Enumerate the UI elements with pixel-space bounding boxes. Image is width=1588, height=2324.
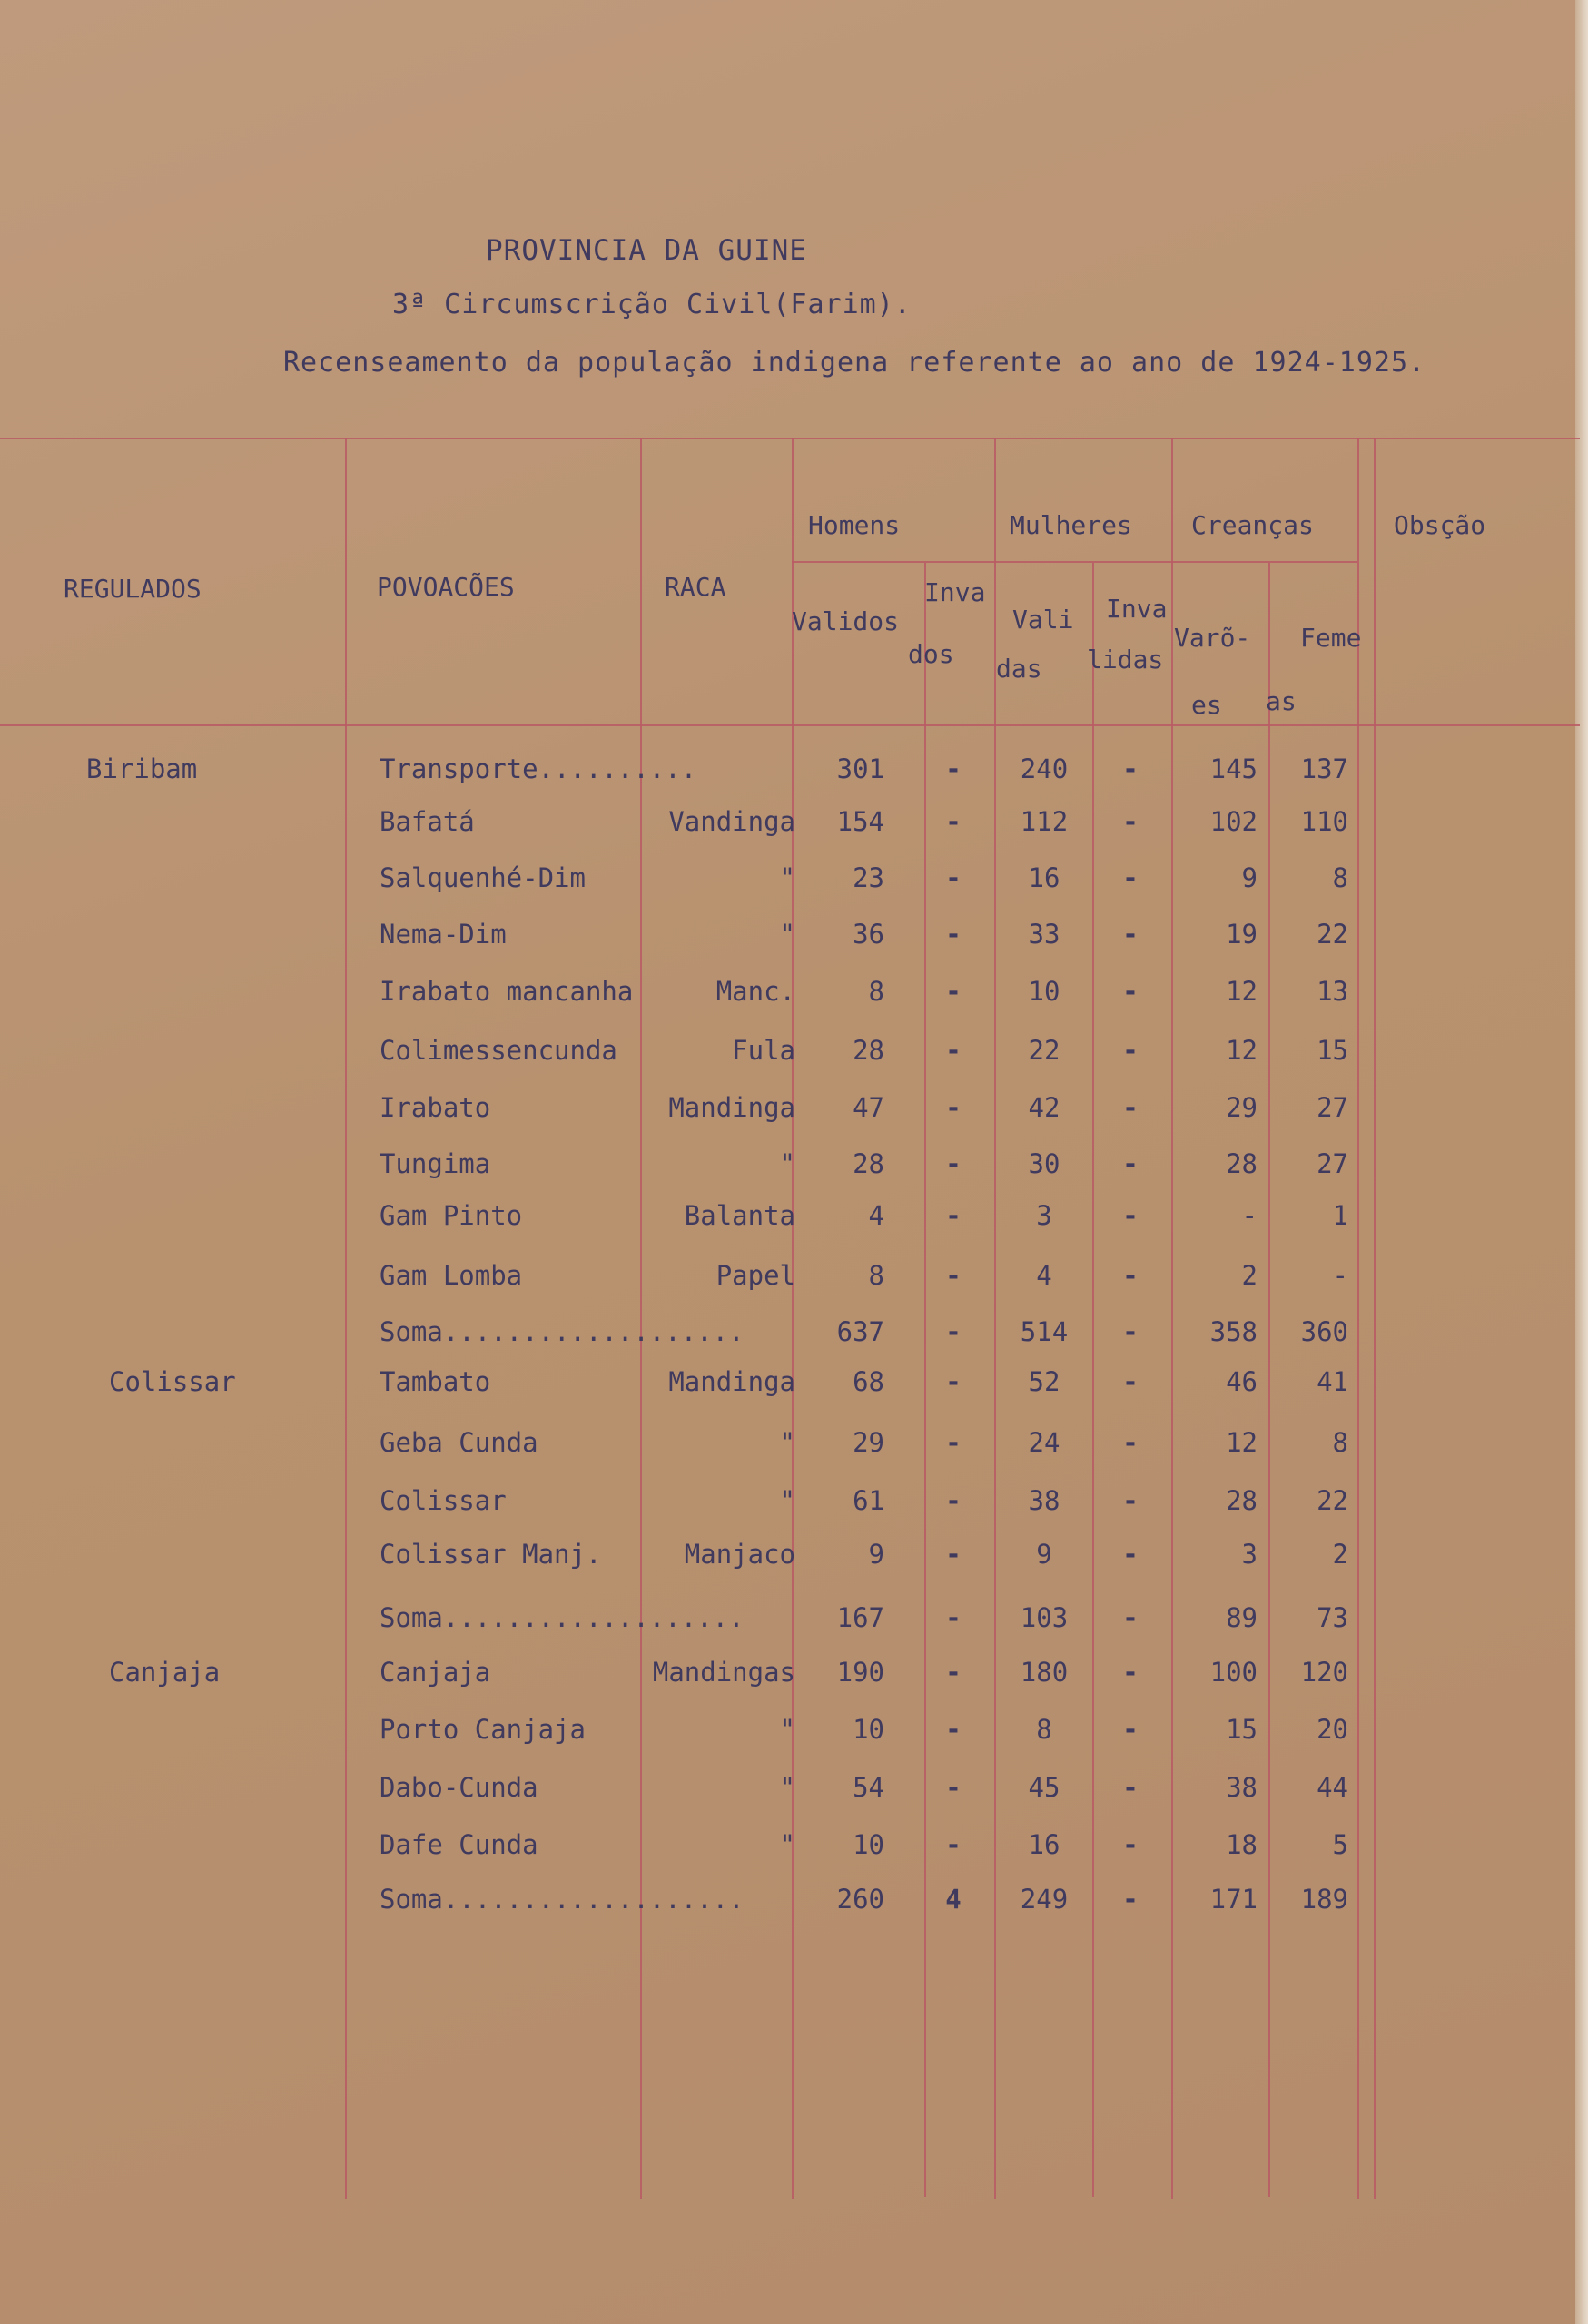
creancas-femeas-cell: 8 [1332,862,1348,893]
header-obs: Obsção [1394,510,1486,540]
mulheres-invalidas-cell: - [1122,1366,1139,1397]
homens-validos-cell: 8 [868,976,884,1007]
header-mulheres-invalidas-a: Inva [1106,594,1168,624]
homens-validos-cell: 61 [853,1485,884,1516]
header-mulheres-validas-b: das [996,654,1042,684]
mulheres-invalidas-cell: - [1122,1427,1139,1458]
creancas-varoes-cell: 29 [1226,1092,1258,1123]
mulheres-validas-cell: 22 [1028,1035,1060,1066]
homens-validos-cell: 29 [853,1427,884,1458]
creancas-varoes-cell: 102 [1209,806,1258,837]
creancas-varoes-cell: 28 [1226,1485,1258,1516]
povoacao-cell: Dabo-Cunda [380,1772,538,1803]
creancas-varoes-cell: 19 [1226,919,1258,950]
povoacao-cell: Soma................... [380,1602,745,1633]
povoacao-cell: Transporte.......... [380,753,697,784]
homens-invalidos-cell: - [945,806,962,837]
mulheres-validas-cell: 33 [1028,919,1060,950]
mulheres-validas-cell: 8 [1036,1714,1052,1745]
creancas-varoes-cell: 145 [1209,753,1258,784]
raca-cell: " [779,919,795,950]
district-subtitle: 3ª Circumscrição Civil(Farim). [392,289,912,320]
creancas-femeas-cell: 20 [1317,1714,1348,1745]
header-femeas-a: Feme [1300,623,1362,653]
raca-cell: Papel [715,1260,795,1291]
mulheres-invalidas-cell: - [1122,976,1139,1007]
mulheres-validas-cell: 42 [1028,1092,1060,1123]
creancas-varoes-cell: 15 [1226,1714,1258,1745]
homens-validos-cell: 190 [836,1657,884,1688]
mulheres-validas-cell: 514 [1020,1316,1069,1347]
creancas-femeas-cell: 15 [1317,1035,1348,1066]
creancas-varoes-cell: 3 [1241,1539,1258,1570]
mulheres-invalidas-cell: - [1122,1772,1139,1803]
homens-invalidos-cell: - [945,1316,962,1347]
homens-invalidos-cell: - [945,1657,962,1688]
col-rule-10 [1374,438,1376,2199]
header-creancas: Creanças [1191,510,1314,540]
homens-validos-cell: 28 [853,1148,884,1179]
homens-validos-cell: 167 [836,1602,884,1633]
mulheres-invalidas-cell: - [1122,1035,1139,1066]
povoacao-cell: Colissar Manj. [380,1539,602,1570]
homens-invalidos-cell: - [945,1148,962,1179]
mulheres-validas-cell: 9 [1036,1539,1052,1570]
creancas-femeas-cell: 27 [1317,1148,1348,1179]
homens-validos-cell: 9 [868,1539,884,1570]
homens-validos-cell: 260 [836,1884,884,1915]
homens-validos-cell: 4 [868,1200,884,1231]
homens-validos-cell: 68 [853,1366,884,1397]
mulheres-invalidas-cell: - [1122,1485,1139,1516]
homens-validos-cell: 154 [836,806,884,837]
creancas-varoes-cell: 2 [1241,1260,1258,1291]
povoacao-cell: Dafe Cunda [380,1829,538,1860]
mulheres-invalidas-cell: - [1122,1714,1139,1745]
mulheres-validas-cell: 4 [1036,1260,1052,1291]
creancas-femeas-cell: 189 [1300,1884,1348,1915]
creancas-varoes-cell: 12 [1226,1427,1258,1458]
raca-cell: Manc. [715,976,795,1007]
homens-validos-cell: 637 [836,1316,884,1347]
mulheres-validas-cell: 112 [1020,806,1069,837]
creancas-femeas-cell: 44 [1317,1772,1348,1803]
mulheres-validas-cell: 38 [1028,1485,1060,1516]
mulheres-validas-cell: 10 [1028,976,1060,1007]
col-rule-8 [1268,563,1270,2197]
homens-invalidos-cell: - [945,1539,962,1570]
homens-validos-cell: 54 [853,1772,884,1803]
creancas-femeas-cell: 2 [1332,1539,1348,1570]
mulheres-invalidas-cell: - [1122,919,1139,950]
raca-cell: " [779,1148,795,1179]
header-homens-validos: Validos [792,606,900,636]
header-femeas-b: as [1266,686,1297,716]
mulheres-invalidas-cell: - [1122,1657,1139,1688]
mulheres-invalidas-cell: - [1122,1884,1139,1915]
povoacao-cell: Salquenhé-Dim [380,862,586,893]
col-rule-1 [345,438,347,2199]
mulheres-invalidas-cell: - [1122,1602,1139,1633]
raca-cell: Mandinga [668,1092,795,1123]
mulheres-invalidas-cell: - [1122,753,1139,784]
raca-cell: Mandingas [652,1657,795,1688]
raca-cell: " [779,1714,795,1745]
homens-invalidos-cell: - [945,1035,962,1066]
homens-invalidos-cell: - [945,753,962,784]
creancas-femeas-cell: 22 [1317,919,1348,950]
mulheres-invalidas-cell: - [1122,1539,1139,1570]
mulheres-validas-cell: 3 [1036,1200,1052,1231]
raca-cell: Vandinga [668,806,795,837]
creancas-femeas-cell: 5 [1332,1829,1348,1860]
raca-cell: " [779,1772,795,1803]
mulheres-invalidas-cell: - [1122,1092,1139,1123]
creancas-varoes-cell: 28 [1226,1148,1258,1179]
raca-cell: Mandinga [668,1366,795,1397]
creancas-femeas-cell: 8 [1332,1427,1348,1458]
homens-invalidos-cell: - [945,1260,962,1291]
mulheres-validas-cell: 249 [1020,1884,1069,1915]
homens-invalidos-cell: - [945,862,962,893]
povoacao-cell: Geba Cunda [380,1427,538,1458]
header-regulados: REGULADOS [64,574,202,604]
header-mulheres-invalidas-b: lidas [1087,645,1164,675]
col-rule-5 [994,438,996,2199]
creancas-varoes-cell: 358 [1209,1316,1258,1347]
creancas-femeas-cell: 1 [1332,1200,1348,1231]
povoacao-cell: Bafatá [380,806,475,837]
col-rule-7 [1171,438,1173,2199]
homens-invalidos-cell: - [945,1602,962,1633]
mulheres-validas-cell: 103 [1020,1602,1069,1633]
header-mulheres-validas-a: Vali [1012,605,1074,635]
creancas-femeas-cell: 41 [1317,1366,1348,1397]
mulheres-invalidas-cell: - [1122,1260,1139,1291]
table-top-rule [0,438,1580,439]
creancas-femeas-cell: 22 [1317,1485,1348,1516]
homens-invalidos-cell: - [945,976,962,1007]
mulheres-invalidas-cell: - [1122,1316,1139,1347]
raca-cell: " [779,1829,795,1860]
homens-validos-cell: 8 [868,1260,884,1291]
homens-invalidos-cell: - [945,1485,962,1516]
header-varoes-b: es [1191,690,1222,720]
povoacao-cell: Nema-Dim [380,919,507,950]
povoacao-cell: Irabato mancanha [380,976,634,1007]
povoacao-cell: Colissar [380,1485,507,1516]
mulheres-invalidas-cell: - [1122,1829,1139,1860]
raca-cell: " [779,1485,795,1516]
mulheres-validas-cell: 24 [1028,1427,1060,1458]
mulheres-invalidas-cell: - [1122,1200,1139,1231]
homens-invalidos-cell: - [945,1366,962,1397]
creancas-varoes-cell: 171 [1209,1884,1258,1915]
homens-validos-cell: 36 [853,919,884,950]
creancas-femeas-cell: 137 [1300,753,1348,784]
mulheres-validas-cell: 30 [1028,1148,1060,1179]
creancas-varoes-cell: 9 [1241,862,1258,893]
regulado-cell: Colissar [109,1366,236,1397]
creancas-varoes-cell: - [1241,1200,1258,1231]
creancas-femeas-cell: - [1332,1260,1348,1291]
homens-validos-cell: 47 [853,1092,884,1123]
creancas-femeas-cell: 13 [1317,976,1348,1007]
mulheres-invalidas-cell: - [1122,862,1139,893]
homens-invalidos-cell: - [945,1772,962,1803]
creancas-femeas-cell: 27 [1317,1092,1348,1123]
header-varoes-a: Varõ- [1174,623,1251,653]
homens-invalidos-cell: - [945,1829,962,1860]
col-rule-9 [1357,438,1359,2199]
povoacao-cell: Gam Lomba [380,1260,523,1291]
mulheres-validas-cell: 180 [1020,1657,1069,1688]
header-homens: Homens [808,510,901,540]
regulado-cell: Biribam [86,753,198,784]
creancas-varoes-cell: 100 [1209,1657,1258,1688]
creancas-varoes-cell: 12 [1226,1035,1258,1066]
col-rule-6 [1092,563,1094,2197]
raca-cell: Fula [732,1035,795,1066]
povoacao-cell: Tambato [380,1366,491,1397]
mulheres-validas-cell: 52 [1028,1366,1060,1397]
regulado-cell: Canjaja [109,1657,221,1688]
mulheres-invalidas-cell: - [1122,806,1139,837]
homens-invalidos-cell: - [945,919,962,950]
header-povoacoes: POVOACÕES [377,572,515,602]
povoacao-cell: Irabato [380,1092,491,1123]
creancas-varoes-cell: 12 [1226,976,1258,1007]
povoacao-cell: Colimessencunda [380,1035,617,1066]
povoacao-cell: Soma................... [380,1316,745,1347]
homens-invalidos-cell: - [945,1714,962,1745]
header-mulheres: Mulheres [1010,510,1132,540]
header-homens-invalidos-b: dos [908,639,954,669]
povoacao-cell: Tungima [380,1148,491,1179]
raca-cell: " [779,862,795,893]
homens-invalidos-cell: - [945,1092,962,1123]
creancas-femeas-cell: 360 [1300,1316,1348,1347]
mulheres-invalidas-cell: - [1122,1148,1139,1179]
mulheres-validas-cell: 16 [1028,862,1060,893]
creancas-femeas-cell: 120 [1300,1657,1348,1688]
creancas-varoes-cell: 89 [1226,1602,1258,1633]
homens-validos-cell: 28 [853,1035,884,1066]
census-title: Recenseamento da população indigena referente ao ano de 1924-1925. [283,347,1426,379]
povoacao-cell: Porto Canjaja [380,1714,586,1745]
homens-validos-cell: 301 [836,753,884,784]
mulheres-validas-cell: 16 [1028,1829,1060,1860]
povoacao-cell: Soma................... [380,1884,745,1915]
homens-validos-cell: 10 [853,1714,884,1745]
homens-invalidos-cell: - [945,1427,962,1458]
homens-validos-cell: 10 [853,1829,884,1860]
mulheres-validas-cell: 45 [1028,1772,1060,1803]
povoacao-cell: Canjaja [380,1657,491,1688]
creancas-varoes-cell: 46 [1226,1366,1258,1397]
homens-invalidos-cell: - [945,1200,962,1231]
creancas-femeas-cell: 110 [1300,806,1348,837]
mulheres-validas-cell: 240 [1020,753,1069,784]
raca-cell: " [779,1427,795,1458]
header-homens-invalidos-a: Inva [924,577,986,607]
povoacao-cell: Gam Pinto [380,1200,523,1231]
raca-cell: Manjaco [684,1539,795,1570]
creancas-varoes-cell: 18 [1226,1829,1258,1860]
province-title: PROVINCIA DA GUINE [486,234,807,267]
raca-cell: Balanta [684,1200,795,1231]
creancas-varoes-cell: 38 [1226,1772,1258,1803]
creancas-femeas-cell: 73 [1317,1602,1348,1633]
subheader-rule [792,561,1357,563]
header-raca: RACA [665,572,726,602]
homens-invalidos-cell: 4 [945,1884,962,1915]
header-bottom-rule [0,724,1580,726]
homens-validos-cell: 23 [853,862,884,893]
